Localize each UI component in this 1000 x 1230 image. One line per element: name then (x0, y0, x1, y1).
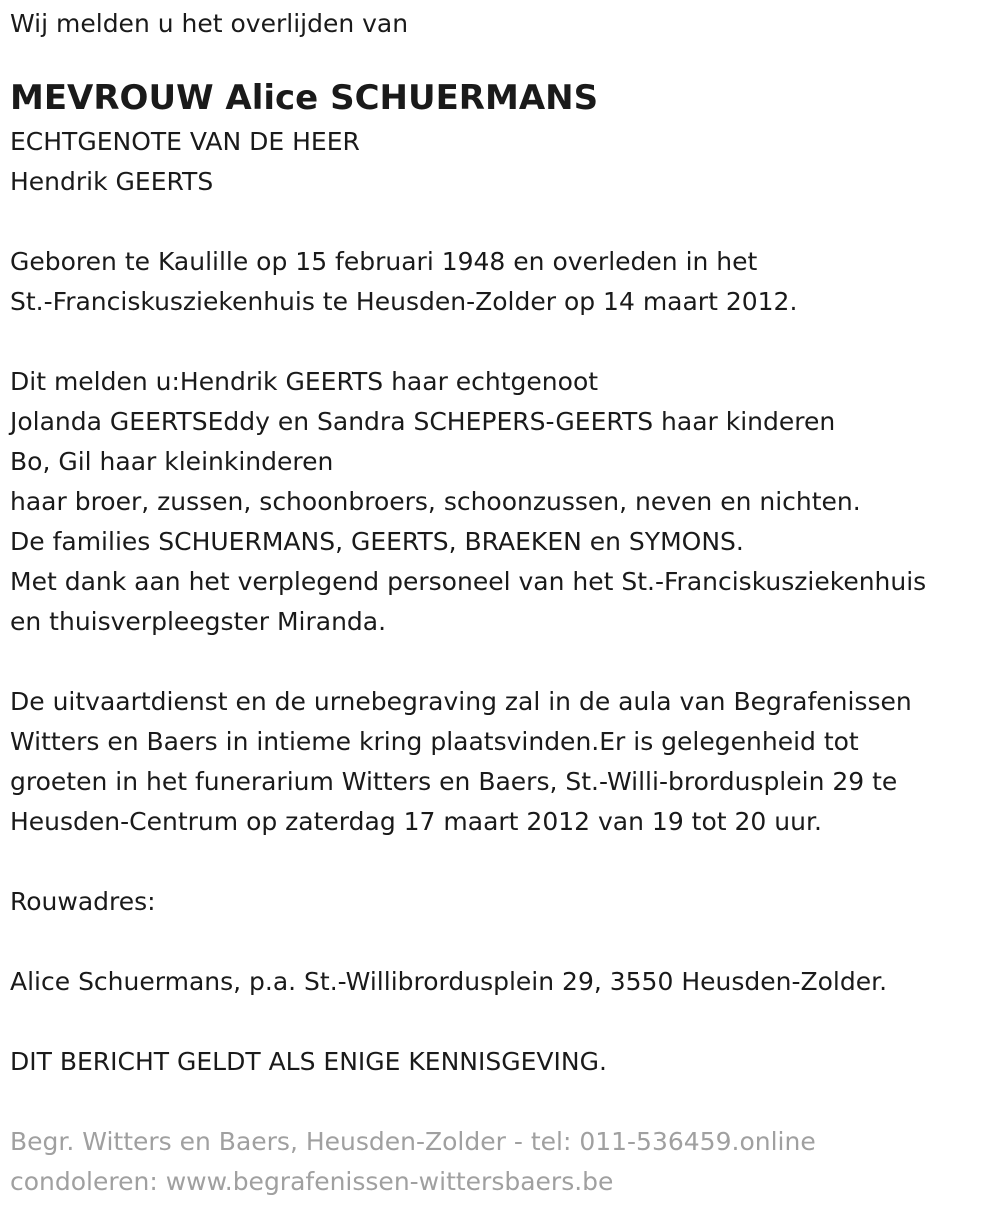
obituary-notice (10, 0, 995, 1202)
family-line: De families SCHUERMANS, GEERTS, BRAEKEN en SYMONS. (10, 527, 744, 556)
spacer (10, 202, 995, 242)
mourning-address: Alice Schuermans, p.a. St.-Willibrordusplein 29, 3550 Heusden-Zolder. (10, 967, 888, 996)
ceremony-line: De uitvaartdienst en de urnebegraving zal in de aula van Begrafenissen (10, 687, 912, 716)
footer-line: condoleren: www.begrafenissen-wittersbaers.be (10, 1167, 614, 1196)
ceremony-section (10, 682, 995, 842)
spouse-name: Hendrik GEERTS (10, 167, 214, 196)
family-line: Bo, Gil haar kleinkinderen (10, 447, 334, 476)
spacer (10, 642, 995, 682)
relation-text: ECHTGENOTE VAN DE HEER (10, 127, 360, 156)
family-section (10, 362, 995, 642)
ceremony-line: Heusden-Centrum op zaterdag 17 maart 2012 van 19 tot 20 uur. (10, 807, 822, 836)
spacer (10, 922, 995, 962)
family-line: Dit melden u:Hendrik GEERTS haar echtgenoot (10, 367, 599, 396)
spacer (10, 1002, 995, 1042)
spacer (10, 842, 995, 882)
birth-death-line: Geboren te Kaulille op 15 februari 1948 en overleden in het (10, 247, 758, 276)
address-label: Rouwadres: (10, 887, 156, 916)
ceremony-line: groeten in het funerarium Witters en Baers, St.-Willi-brordusplein 29 te (10, 767, 898, 796)
footer-section (10, 1122, 995, 1202)
family-line: Jolanda GEERTSEddy en Sandra SCHEPERS-GEERTS haar kinderen (10, 407, 836, 436)
family-line: Met dank aan het verplegend personeel van het St.-Franciskusziekenhuis (10, 567, 927, 596)
intro-text: Wij melden u het overlijden van (10, 9, 409, 38)
deceased-name: MEVROUW Alice SCHUERMANS (10, 78, 599, 118)
notice-text: DIT BERICHT GELDT ALS ENIGE KENNISGEVING. (10, 1047, 607, 1076)
family-line: en thuisverpleegster Miranda. (10, 607, 387, 636)
family-line: haar broer, zussen, schoonbroers, schoonzussen, neven en nichten. (10, 487, 861, 516)
birth-death-section (10, 242, 995, 322)
spacer (10, 322, 995, 362)
birth-death-line: St.-Franciskusziekenhuis te Heusden-Zolder op 14 maart 2012. (10, 287, 798, 316)
ceremony-line: Witters en Baers in intieme kring plaatsvinden.Er is gelegenheid tot (10, 727, 859, 756)
footer-line: Begr. Witters en Baers, Heusden-Zolder - tel: 011-536459.online (10, 1127, 816, 1156)
spacer (10, 1082, 995, 1122)
